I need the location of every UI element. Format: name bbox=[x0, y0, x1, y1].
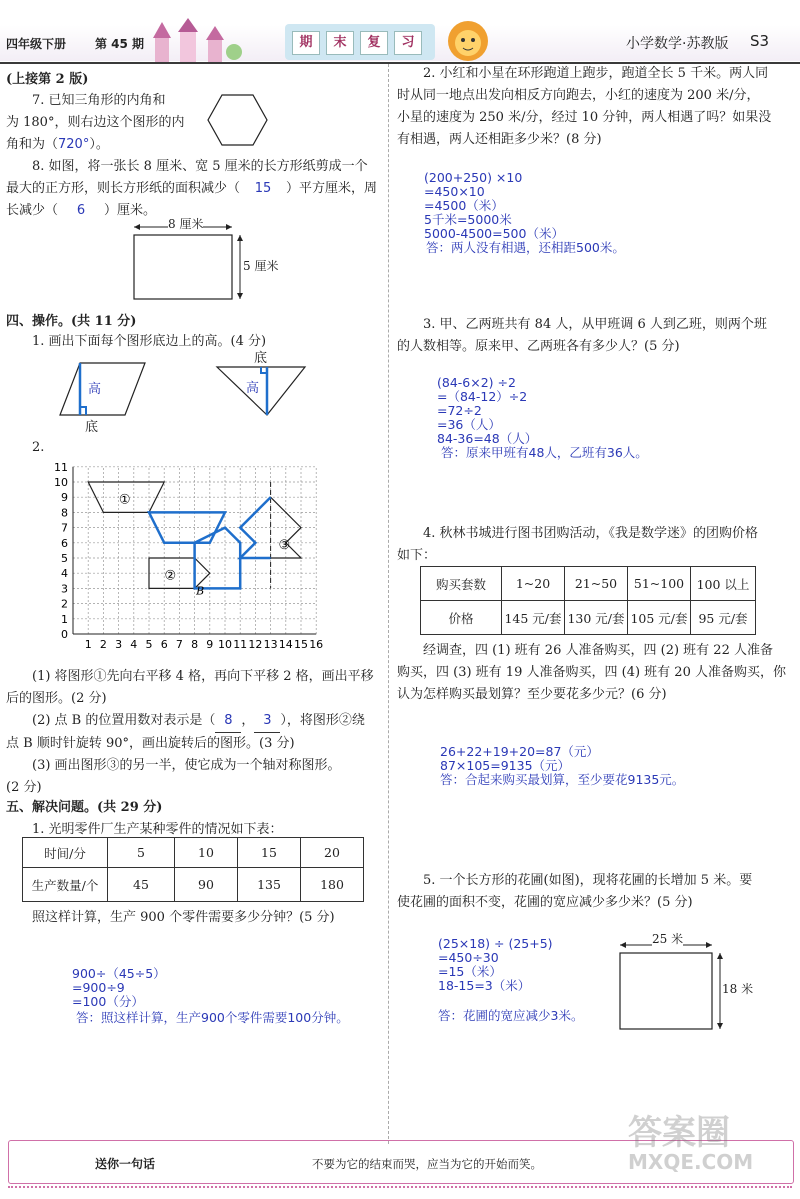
answer-line: =（84-12）÷2 bbox=[437, 389, 528, 404]
x-tick-label: 8 bbox=[191, 638, 199, 651]
op2-questions bbox=[6, 666, 386, 799]
watermark-text: 答案圈 bbox=[628, 1113, 730, 1153]
sol1-header-count: 生产数量/个 bbox=[23, 868, 108, 902]
op2-p2c: 点 B 顺时针旋转 90°，画出旋转后的图形。(3 分) bbox=[6, 736, 295, 751]
y-tick-label: 6 bbox=[61, 536, 68, 550]
answer-line: =100（分） bbox=[72, 994, 144, 1009]
shape-3-label: ③ bbox=[278, 537, 291, 553]
banner-char-3: 复 bbox=[360, 31, 388, 55]
q2-line: 时从同一地点出发向相反方向跑去，小红的速度为 200 米/分， bbox=[397, 88, 760, 103]
q8-line2a: 最大的正方形，则长方形纸的面积减少（ bbox=[6, 181, 241, 196]
x-tick-label: 12 bbox=[248, 638, 263, 651]
q4-cell: 95 元/套 bbox=[691, 601, 756, 635]
q7-line3a: 角和为（ bbox=[6, 137, 59, 152]
q4-line: 认为怎样购买最划算？至少要花多少元？(6 分) bbox=[397, 687, 667, 702]
answer-line: =72÷2 bbox=[437, 403, 482, 418]
q4-cell: 105 元/套 bbox=[628, 601, 691, 635]
sol1-text: 1. 光明零件厂生产某种零件的情况如下表： bbox=[32, 822, 283, 837]
answer-line: 答：照这样计算，生产900个零件需要100分钟。 bbox=[76, 1010, 349, 1025]
header-page: S3 bbox=[750, 32, 770, 50]
banner-char-2: 末 bbox=[326, 31, 354, 55]
q8-line2b: ）平方厘米，周 bbox=[286, 181, 378, 196]
q4-line: 经调查，四 (1) 班有 26 人准备购买，四 (2) 班有 22 人准备 bbox=[423, 643, 773, 658]
sol1-cell: 45 bbox=[108, 868, 175, 902]
garden-rectangle-figure bbox=[612, 935, 732, 1035]
q5-line: 使花圃的面积不变，花圃的宽应减少多少米？(5 分) bbox=[397, 895, 693, 910]
q8-dim-width: 8 厘米 bbox=[168, 217, 204, 231]
point-b-x: 8 bbox=[215, 710, 241, 733]
q5-line: 5. 一个长方形的花圃(如图)，现将花圃的长增加 5 米。要 bbox=[423, 873, 753, 888]
q4-after-text bbox=[397, 640, 797, 706]
x-tick-label: 16 bbox=[309, 638, 324, 651]
x-tick-label: 14 bbox=[278, 638, 293, 651]
y-tick-label: 5 bbox=[61, 552, 68, 565]
x-tick-label: 7 bbox=[175, 638, 183, 651]
op2-p1b: 后的图形。(2 分) bbox=[6, 691, 107, 706]
q2-text bbox=[397, 63, 797, 151]
q2-answer bbox=[424, 171, 625, 255]
answer-line: =15（米） bbox=[438, 964, 502, 979]
answer-line: (25×18) ÷ (25+5) bbox=[438, 936, 553, 951]
footer-quote: 不要为它的结束而哭，应当为它的开始而笑。 bbox=[312, 1157, 542, 1171]
y-tick-label: 1 bbox=[61, 612, 68, 626]
continued-note: (上接第 2 版) bbox=[6, 72, 89, 87]
answer-line: 84-36=48（人） bbox=[437, 431, 538, 446]
q7-line3b: ）。 bbox=[89, 137, 109, 152]
answer-line: (200+250) ×10 bbox=[424, 170, 523, 185]
q2-line: 2. 小红和小星在环形跑道上跑步，跑道全长 5 千米。两人同 bbox=[423, 66, 769, 81]
op1-gao-label-2: 高 bbox=[246, 381, 260, 396]
op2-comma: ， bbox=[241, 713, 255, 728]
castle-illustration bbox=[150, 18, 245, 62]
answer-line: (84-6×2) ÷2 bbox=[437, 375, 516, 390]
y-tick-label: 4 bbox=[61, 567, 68, 581]
q4-cell: 145 元/套 bbox=[502, 601, 565, 635]
q5-dim-height: 18 米 bbox=[722, 982, 754, 996]
q8-line3a: 长减少（ bbox=[6, 203, 59, 218]
q2-line: 小星的速度为 250 米/分，经过 10 分钟，两人相遇了吗？如果没 bbox=[397, 110, 772, 125]
point-b-y: 3 bbox=[254, 710, 280, 733]
op2-p2a: (2) 点 B 的位置用数对表示是（ bbox=[32, 713, 216, 728]
answer-line: 5000-4500=500（米） bbox=[424, 226, 564, 241]
sol1-cell: 10 bbox=[175, 838, 238, 868]
y-tick-label: 10 bbox=[54, 476, 68, 489]
q8-text bbox=[6, 156, 386, 222]
q4-answer bbox=[440, 745, 684, 787]
banner-char-1: 期 bbox=[292, 31, 320, 55]
answer-line: 900÷（45÷5） bbox=[72, 966, 166, 981]
sol1-cell: 15 bbox=[238, 838, 301, 868]
q4-line: 4. 秋林书城进行图书团购活动，《我是数学迷》的团购价格 bbox=[423, 526, 759, 541]
q4-cell: 130 元/套 bbox=[565, 601, 628, 635]
answer-line: =36（人） bbox=[437, 417, 501, 432]
answer-line: 答：合起来购买最划算，至少要花9135元。 bbox=[440, 772, 685, 787]
op1-text: 1. 画出下面每个图形底边上的高。(4 分) bbox=[32, 334, 267, 349]
q4-cell: 1~20 bbox=[502, 567, 565, 601]
q4-cell: 21~50 bbox=[565, 567, 628, 601]
x-tick-label: 11 bbox=[233, 638, 248, 651]
q8-line3b: ）厘米。 bbox=[104, 203, 157, 218]
answer-line: 26+22+19+20=87（元） bbox=[440, 744, 599, 759]
footer-label: 送你一句话 bbox=[95, 1157, 156, 1171]
q4-header-sets: 购买套数 bbox=[421, 567, 502, 601]
q4-cell: 100 以上 bbox=[691, 567, 756, 601]
hexagon-figure bbox=[205, 93, 270, 148]
section-4-title: 四、操作。(共 11 分) bbox=[6, 314, 137, 329]
coordinate-grid bbox=[40, 448, 340, 653]
x-tick-label: 13 bbox=[263, 638, 278, 651]
q4-line: 如下： bbox=[397, 548, 437, 563]
header-issue: 第 45 期 bbox=[95, 37, 145, 51]
y-tick-label: 9 bbox=[61, 491, 68, 505]
q3-answer bbox=[437, 376, 648, 460]
answer-line: 87×105=9135（元） bbox=[440, 758, 571, 773]
x-tick-label: 10 bbox=[218, 638, 232, 651]
y-tick-label: 7 bbox=[61, 521, 68, 535]
q8-dim-height: 5 厘米 bbox=[243, 259, 279, 273]
x-tick-label: 9 bbox=[206, 638, 214, 651]
footer-dots bbox=[8, 1186, 792, 1188]
header-subject: 小学数学·苏教版 bbox=[626, 36, 729, 52]
q8-answer-2: 6 bbox=[76, 203, 86, 218]
op2-p3b: (2 分) bbox=[6, 780, 42, 795]
point-b-label: B bbox=[196, 584, 205, 598]
q8-line1: 8. 如图，将一张长 8 厘米、宽 5 厘米的长方形纸剪成一个 bbox=[32, 159, 368, 174]
watermark-url: MXQE.COM bbox=[628, 1150, 754, 1174]
sol1-question: 照这样计算，生产 900 个零件需要多少分钟？(5 分) bbox=[32, 910, 335, 925]
x-tick-label: 1 bbox=[84, 638, 92, 651]
q5-dim-width: 25 米 bbox=[652, 932, 684, 946]
section-5-title: 五、解决问题。(共 29 分) bbox=[6, 800, 163, 815]
answer-line: 5千米=5000米 bbox=[424, 212, 512, 227]
sol1-cell: 20 bbox=[301, 838, 364, 868]
answer-line: =450÷30 bbox=[438, 950, 499, 965]
header-grade: 四年级下册 bbox=[6, 37, 67, 51]
answer-line: 答：花圃的宽应减少3米。 bbox=[438, 1008, 584, 1023]
q2-line: 有相遇，两人还相距多少米？(8 分) bbox=[397, 132, 602, 147]
x-tick-label: 3 bbox=[115, 638, 123, 651]
q3-line: 3. 甲、乙两班共有 84 人，从甲班调 6 人到乙班，则两个班 bbox=[423, 317, 767, 332]
x-tick-label: 6 bbox=[160, 638, 168, 651]
sol1-table bbox=[22, 837, 364, 902]
column-divider bbox=[388, 64, 389, 1144]
x-tick-label: 4 bbox=[130, 638, 138, 651]
q7-line2: 为 180°，则右边这个图形的内 bbox=[6, 115, 185, 130]
sol1-cell: 180 bbox=[301, 868, 364, 902]
answer-line: =450×10 bbox=[424, 184, 485, 199]
answer-line: =900÷9 bbox=[72, 980, 125, 995]
lion-mascot-icon bbox=[440, 18, 496, 64]
answer-line: 答：两人没有相遇，还相距500米。 bbox=[426, 240, 625, 255]
q7-answer: 720° bbox=[58, 137, 90, 152]
sol1-header-time: 时间/分 bbox=[23, 838, 108, 868]
y-tick-label: 3 bbox=[61, 582, 68, 596]
q7-line1: 7. 已知三角形的内角和 bbox=[32, 93, 166, 108]
answer-line: 18-15=3（米） bbox=[438, 978, 531, 993]
op2-number: 2. bbox=[32, 440, 45, 455]
op1-di-label-1: 底 bbox=[85, 420, 99, 435]
q4-price-table bbox=[420, 566, 756, 635]
sol1-cell: 5 bbox=[108, 838, 175, 868]
sol1-answer bbox=[72, 967, 349, 1025]
x-tick-label: 5 bbox=[145, 638, 153, 651]
q5-text bbox=[397, 870, 797, 914]
op2-p2b: ），将图形②绕 bbox=[280, 713, 365, 728]
answer-line: =4500（米） bbox=[424, 198, 504, 213]
q8-answer-1: 15 bbox=[254, 181, 272, 196]
op2-p3a: (3) 画出图形③的另一半，使它成为一个轴对称图形。 bbox=[32, 758, 341, 773]
q3-line: 的人数相等。原来甲、乙两班各有多少人？(5 分) bbox=[397, 339, 680, 354]
x-tick-label: 2 bbox=[99, 638, 107, 651]
q5-answer bbox=[438, 937, 583, 1023]
q4-line: 购买，四 (3) 班有 19 人准备购买，四 (4) 班有 20 人准备购买，你 bbox=[397, 665, 786, 680]
op1-gao-label-1: 高 bbox=[88, 382, 102, 397]
answer-line: 答：原来甲班有48人，乙班有36人。 bbox=[441, 445, 648, 460]
sol1-cell: 135 bbox=[238, 868, 301, 902]
y-tick-label: 0 bbox=[61, 628, 68, 641]
q4-header-price: 价格 bbox=[421, 601, 502, 635]
q3-text bbox=[397, 314, 797, 358]
banner-char-4: 习 bbox=[394, 31, 422, 55]
op1-di-label-2: 底 bbox=[254, 351, 268, 366]
q7-text bbox=[6, 90, 206, 156]
y-tick-label: 11 bbox=[54, 460, 68, 474]
y-tick-label: 2 bbox=[61, 597, 68, 611]
op2-p1a: (1) 将图形①先向右平移 4 格，再向下平移 2 格，画出平移 bbox=[32, 669, 374, 684]
y-tick-label: 8 bbox=[61, 506, 68, 520]
q4-text bbox=[397, 523, 797, 567]
x-tick-label: 15 bbox=[294, 638, 308, 651]
q4-cell: 51~100 bbox=[628, 567, 691, 601]
shape-1-label: ① bbox=[118, 492, 131, 508]
sol1-cell: 90 bbox=[175, 868, 238, 902]
shape-2-label: ② bbox=[164, 568, 177, 584]
